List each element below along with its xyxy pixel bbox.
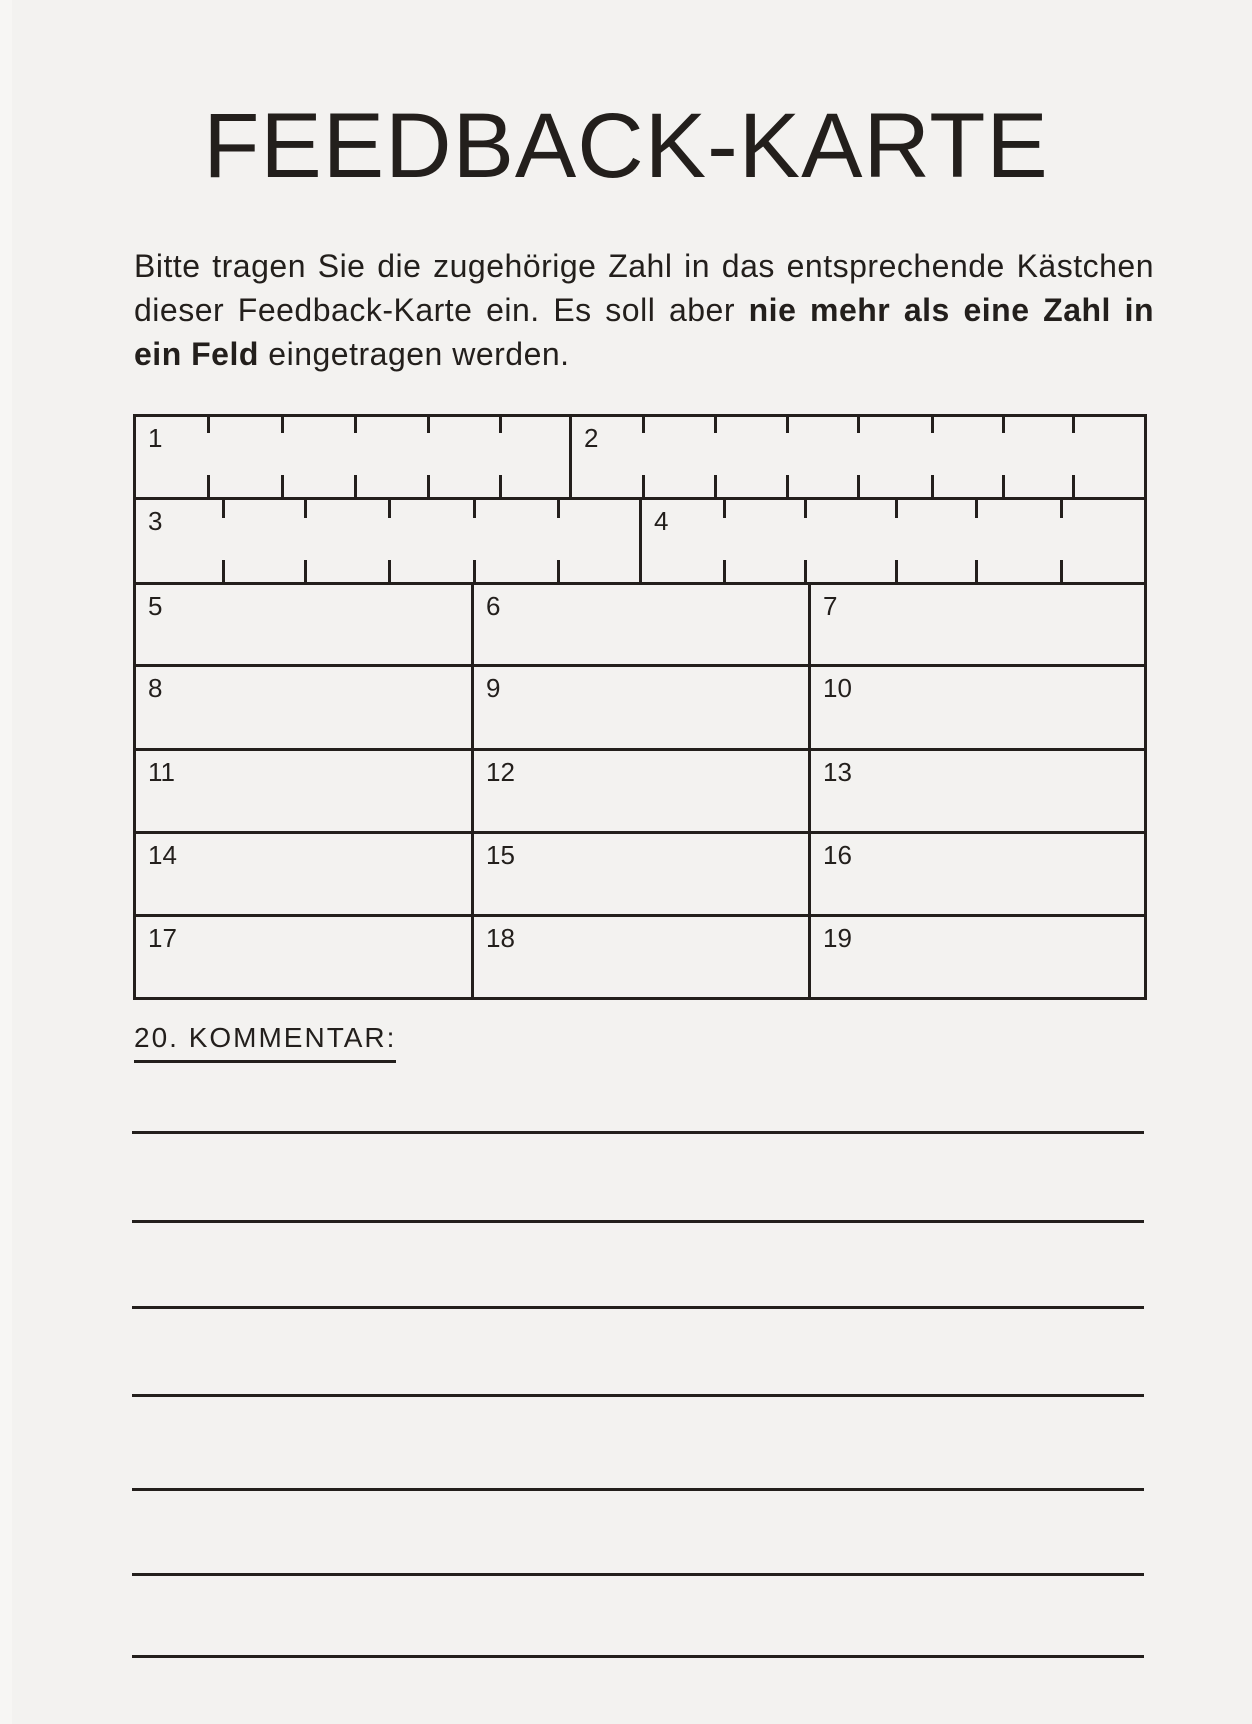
- field-9[interactable]: [474, 667, 808, 748]
- field-4[interactable]: [642, 500, 1144, 582]
- grid-bottom-border: [133, 997, 1147, 1000]
- field-number: 17: [148, 923, 177, 953]
- field-8[interactable]: [136, 667, 471, 748]
- field-13[interactable]: [811, 751, 1144, 831]
- field-number: 13: [823, 757, 852, 787]
- field-14[interactable]: [136, 834, 471, 914]
- field-number: 5: [148, 591, 163, 621]
- field-number: 4: [654, 506, 669, 536]
- field-15[interactable]: [474, 834, 808, 914]
- field-number: 15: [486, 840, 515, 870]
- field-10[interactable]: [811, 667, 1144, 748]
- field-17[interactable]: [136, 917, 471, 997]
- field-number: 7: [823, 591, 838, 621]
- field-5[interactable]: [136, 585, 471, 664]
- field-number: 9: [486, 673, 501, 703]
- field-number: 11: [148, 757, 175, 787]
- comment-line[interactable]: [132, 1573, 1144, 1576]
- field-1[interactable]: [136, 417, 569, 497]
- instructions-text: Bitte tragen Sie die zugehörige Zahl in das entsprechende Kästchen dieser Feedback-Karte ein. Es soll aber: [134, 248, 1154, 328]
- comment-line[interactable]: [132, 1220, 1144, 1223]
- field-19[interactable]: [811, 917, 1144, 997]
- field-16[interactable]: [811, 834, 1144, 914]
- instructions-emphasis: nie mehr als eine Zahl in ein Feld: [134, 292, 1155, 372]
- comment-label: 20. KOMMENTAR:: [134, 1022, 396, 1063]
- field-number: 10: [823, 673, 852, 703]
- field-number: 1: [148, 423, 163, 453]
- field-number: 12: [486, 757, 515, 787]
- field-2[interactable]: [572, 417, 1144, 497]
- comment-line[interactable]: [132, 1131, 1144, 1134]
- field-7[interactable]: [811, 585, 1144, 664]
- field-6[interactable]: [474, 585, 808, 664]
- comment-line[interactable]: [132, 1655, 1144, 1658]
- comment-line[interactable]: [132, 1306, 1144, 1309]
- comment-line[interactable]: [132, 1394, 1144, 1397]
- field-number: 14: [148, 840, 177, 870]
- grid-right-border: [1144, 414, 1147, 1000]
- field-number: 18: [486, 923, 515, 953]
- field-18[interactable]: [474, 917, 808, 997]
- field-12[interactable]: [474, 751, 808, 831]
- page-title: FEEDBACK-KARTE: [203, 95, 1049, 197]
- field-number: 6: [486, 591, 501, 621]
- field-11[interactable]: [136, 751, 471, 831]
- field-number: 3: [148, 506, 163, 536]
- comment-line[interactable]: [132, 1488, 1144, 1491]
- field-3[interactable]: [136, 500, 639, 582]
- field-number: 16: [823, 840, 852, 870]
- instructions-text-end: eingetragen werden.: [258, 336, 570, 372]
- field-number: 8: [148, 673, 163, 703]
- field-number: 2: [584, 423, 599, 453]
- field-number: 19: [823, 923, 852, 953]
